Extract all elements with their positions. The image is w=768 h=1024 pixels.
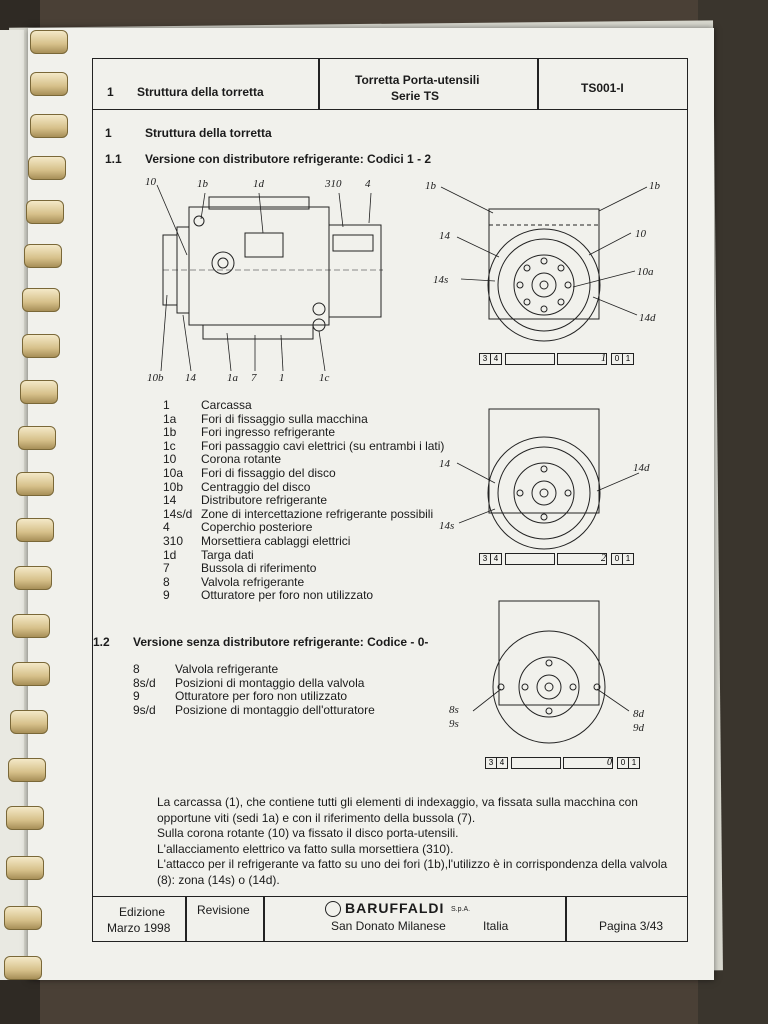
legend-row: 310 Morsettiera cablaggi elettrici [163, 533, 351, 548]
callout-4: 4 [365, 178, 371, 190]
code-cell: 4 [496, 757, 508, 769]
binder-ring [4, 906, 42, 930]
callout-14: 14 [439, 230, 450, 242]
callout-1b-left: 1b [425, 180, 436, 192]
callout-14: 14 [185, 372, 196, 384]
code-cell: 4 [490, 553, 502, 565]
legend-row: 10b Centraggio del disco [163, 479, 311, 494]
description-paragraph [157, 795, 677, 888]
header-product-line1: Torretta Porta-utensili [355, 73, 480, 87]
code-cell: 1 [622, 353, 634, 365]
legend-row: 4 Coperchio posteriore [163, 520, 313, 535]
callout-10b: 10b [147, 372, 164, 384]
header-product-line2: Serie TS [391, 89, 440, 103]
section-1-1-number: 1.1 [105, 152, 122, 166]
code-cell: 1 [622, 553, 634, 565]
description-line: La carcassa (1), che contiene tutti gli elementi di indexaggio, va fissata sulla macchina con opportune viti (sedi 1a) e con il riferimento della bussola (7). [157, 795, 638, 825]
callout-9s: 9s [449, 718, 459, 730]
turret-front-view-code1 [423, 175, 673, 355]
callout-14d: 14d [633, 462, 650, 474]
header-section-number: 1 [107, 85, 114, 99]
header-doc-code: TS001-I [581, 81, 624, 95]
description-line: L'attacco per il refrigerante va fatto su uno dei fori (1b),l'utilizzo è in corrispondenza della valvola (8): zona (14s) o (14d). [157, 857, 668, 887]
code-mark: 2 [557, 553, 607, 565]
legend-row: 8 Valvola refrigerante [133, 662, 279, 676]
binder-ring [4, 956, 42, 980]
legend-row: 14s/d Zone di intercettazione refrigerante possibili [163, 506, 434, 521]
legend-row: 10 Corona rotante [163, 452, 282, 467]
callout-1b: 1b [197, 178, 208, 190]
legend-row: 7 Bussola di riferimento [163, 561, 317, 576]
binder-ring [22, 334, 60, 358]
callout-1b-right: 1b [649, 180, 660, 192]
callout-1c: 1c [319, 372, 330, 384]
legend-row: 1d Targa dati [163, 547, 254, 562]
legend-row: 8 Valvola refrigerante [163, 574, 305, 589]
callout-1a: 1a [227, 372, 238, 384]
legend-row: 1b Fori ingresso refrigerante [163, 425, 336, 440]
logo-text: BARUFFALDI [345, 900, 445, 916]
footer-edition-date: Marzo 1998 [107, 921, 171, 935]
footer-page-number: Pagina 3/43 [599, 919, 664, 933]
logo-emblem-icon [325, 901, 341, 917]
binder-ring [18, 426, 56, 450]
description-line: L'allacciamento elettrico va fatto sulla morsettiera (310). [157, 841, 454, 856]
section-1-2-number: 1.2 [93, 635, 110, 649]
callout-7: 7 [251, 372, 257, 384]
binder-ring [24, 244, 62, 268]
callout-14s: 14s [439, 520, 455, 532]
turret-front-view-code0 [443, 599, 663, 749]
document-page [28, 28, 714, 980]
logo-suffix: S.p.A. [451, 906, 471, 913]
section-1-title: Struttura della torretta [145, 126, 272, 140]
code-cell: 0 [611, 353, 623, 365]
binder-ring [20, 380, 58, 404]
page-header [93, 59, 687, 110]
code-cell: 0 [617, 757, 629, 769]
footer-revision-label: Revisione [197, 903, 250, 917]
legend-row: 8s/d Posizioni di montaggio della valvola [133, 675, 365, 690]
binder-ring [26, 200, 64, 224]
binder-ring [16, 472, 54, 496]
section-1-2-title: Versione senza distributore refrigerante: Codice - 0- [133, 635, 429, 649]
callout-9d: 9d [633, 722, 644, 734]
callout-310: 310 [325, 178, 342, 190]
legend-row: 1a Fori di fissaggio sulla macchina [163, 411, 368, 426]
page-frame [92, 58, 688, 942]
legend-version-1 [163, 399, 444, 603]
binder-ring [10, 710, 48, 734]
legend-row: 14 Distributore refrigerante [163, 493, 328, 508]
code-cell: 3 [479, 553, 491, 565]
callout-14s: 14s [433, 274, 449, 286]
binder-strip [0, 30, 24, 980]
callout-14: 14 [439, 458, 450, 470]
code-mark: 1 [557, 353, 607, 365]
callout-1d: 1d [253, 178, 264, 190]
callout-10: 10 [635, 228, 646, 240]
legend-row: 9s/d Posizione di montaggio dell'otturatore [133, 702, 375, 717]
section-1-number: 1 [105, 126, 112, 140]
binder-ring [12, 614, 50, 638]
code-strip-2 [479, 553, 637, 565]
code-cell: 1 [628, 757, 640, 769]
binder-ring [22, 288, 60, 312]
binder-ring [30, 72, 68, 96]
callout-8d: 8d [633, 708, 644, 720]
binder-ring [14, 566, 52, 590]
company-logo [315, 899, 495, 917]
binder-ring [6, 856, 44, 880]
section-1-1-title: Versione con distributore refrigerante: Codici 1 - 2 [145, 152, 432, 166]
header-section-title: Struttura della torretta [137, 85, 264, 99]
binder-ring [12, 662, 50, 686]
callout-8s: 8s [449, 704, 459, 716]
binder-ring [6, 806, 44, 830]
code-cell: 3 [479, 353, 491, 365]
binder-ring [30, 30, 68, 54]
footer-country: Italia [483, 919, 509, 933]
callout-14d: 14d [639, 312, 656, 324]
code-cell: 3 [485, 757, 497, 769]
legend-row: 1c Fori passaggio cavi elettrici (su entrambi i lati) [163, 438, 445, 453]
binder-ring [28, 156, 66, 180]
legend-row: 9 Otturatore per foro non utilizzato [133, 689, 348, 704]
page-footer [93, 896, 687, 941]
footer-edition-label: Edizione [119, 905, 166, 919]
code-cell: 4 [490, 353, 502, 365]
turret-front-view-code2 [433, 405, 663, 555]
callout-10: 10 [145, 176, 156, 188]
callout-1: 1 [279, 372, 285, 384]
legend-row: 10a Fori di fissaggio del disco [163, 465, 336, 480]
legend-row: 1 Carcassa [163, 398, 252, 412]
code-cell: 0 [611, 553, 623, 565]
callout-10a: 10a [637, 266, 654, 278]
description-line: Sulla corona rotante (10) va fissato il disco porta-utensili. [157, 826, 459, 840]
binder-ring [8, 758, 46, 782]
binder-ring [30, 114, 68, 138]
code-mark: 0 [563, 757, 613, 769]
code-strip-3 [485, 757, 643, 769]
legend-row: 9 Otturatore per foro non utilizzato [163, 588, 374, 603]
binder-ring [16, 518, 54, 542]
footer-city: San Donato Milanese [331, 919, 446, 933]
legend-version-0 [133, 663, 375, 717]
code-strip-1 [479, 353, 637, 365]
turret-side-view-drawing [143, 175, 403, 385]
